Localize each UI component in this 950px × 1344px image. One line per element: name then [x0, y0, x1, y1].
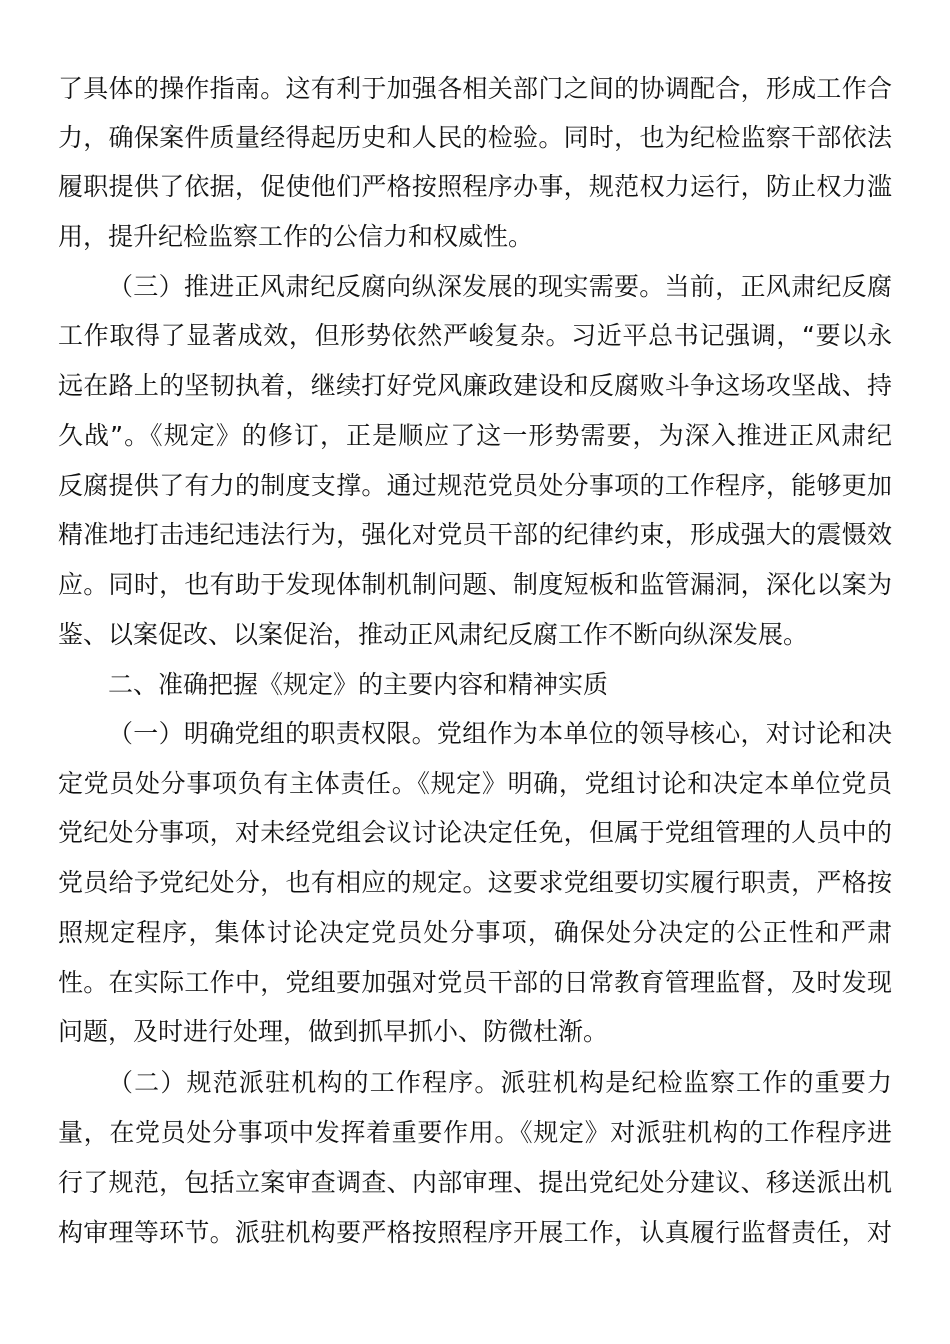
section-heading-2: （二）规范派驻机构的工作程序。派驻机构是纪检监察工作的重要力	[108, 1068, 892, 1097]
text-line: 党纪处分事项，对未经党组会议讨论决定任免，但属于党组管理的人员中的	[58, 818, 892, 847]
text-line: 用，提升纪检监察工作的公信力和权威性。	[58, 222, 534, 251]
text-line: 反腐提供了有力的制度支撑。通过规范党员处分事项的工作程序，能够更加	[58, 471, 892, 500]
text-line: 履职提供了依据，促使他们严格按照程序办事，规范权力运行，防止权力滥	[58, 172, 892, 201]
chapter-heading: 二、准确把握《规定》的主要内容和精神实质	[108, 670, 609, 699]
text-line: 远在路上的坚韧执着，继续打好党风廉政建设和反腐败斗争这场攻坚战、持	[58, 371, 892, 400]
text-line: 精准地打击违纪违法行为，强化对党员干部的纪律约束，形成强大的震慑效	[58, 520, 892, 549]
text-line: 工作取得了显著成效，但形势依然严峻复杂。习近平总书记强调，“要以永	[58, 321, 892, 350]
text-line: 党员给予党纪处分，也有相应的规定。这要求党组要切实履行职责，严格按	[58, 868, 892, 897]
text-line: 性。在实际工作中，党组要加强对党员干部的日常教育管理监督，及时发现	[58, 968, 892, 997]
section-heading-1: （一）明确党组的职责权限。党组作为本单位的领导核心，对讨论和决	[108, 719, 892, 748]
text-line: 久战”。《规定》的修订，正是顺应了这一形势需要，为深入推进正风肃纪	[58, 421, 892, 450]
section-heading-3: （三）推进正风肃纪反腐向纵深发展的现实需要。当前，正风肃纪反腐	[108, 272, 892, 301]
text-line: 量，在党员处分事项中发挥着重要作用。《规定》对派驻机构的工作程序进	[58, 1118, 892, 1147]
text-line: 力，确保案件质量经得起历史和人民的检验。同时，也为纪检监察干部依法	[58, 123, 892, 152]
text-line: 定党员处分事项负有主体责任。《规定》明确，党组讨论和决定本单位党员	[58, 769, 892, 798]
text-line: 构审理等环节。派驻机构要严格按照程序开展工作，认真履行监督责任，对	[58, 1218, 892, 1247]
text-line: 鉴、以案促改、以案促治，推动正风肃纪反腐工作不断向纵深发展。	[58, 620, 809, 649]
text-line: 照规定程序，集体讨论决定党员处分事项，确保处分决定的公正性和严肃	[58, 918, 892, 947]
text-line: 问题，及时进行处理，做到抓早抓小、防微杜渐。	[58, 1017, 609, 1046]
text-line: 应。同时，也有助于发现体制机制问题、制度短板和监管漏洞，深化以案为	[58, 570, 892, 599]
text-line: 了具体的操作指南。这有利于加强各相关部门之间的协调配合，形成工作合	[58, 74, 892, 103]
text-line: 行了规范，包括立案审查调查、内部审理、提出党纪处分建议、移送派出机	[58, 1168, 892, 1197]
